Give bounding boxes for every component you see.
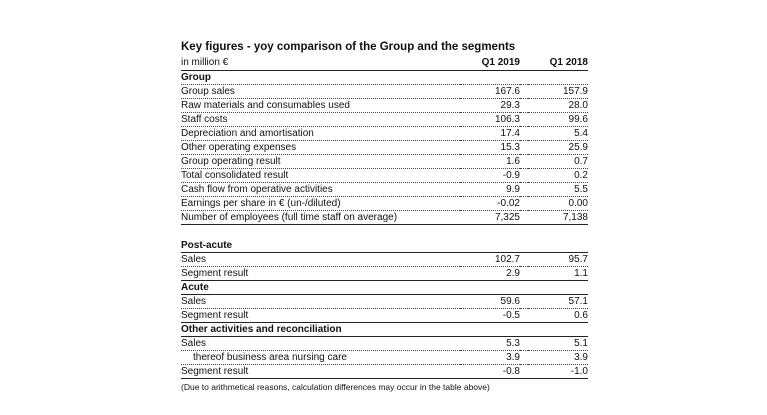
value-q1-2019: 3.9 [460,351,520,365]
row-label: Earnings per share in € (un-/diluted) [181,197,460,211]
row-label: thereof business area nursing care [181,351,460,365]
section-label: Group [181,71,460,85]
value-q1-2018: -1.0 [528,365,588,379]
value-q1-2018: 3.9 [528,351,588,365]
row-label: Sales [181,295,460,309]
row-label: Segment result [181,309,460,323]
table-row [181,309,588,323]
value-q1-2019: 9.9 [460,183,520,197]
value-q1-2018: 157.9 [528,85,588,99]
row-label: Raw materials and consumables used [181,99,460,113]
row-label: Number of employees (full time staff on average) [181,211,460,225]
table-row [181,197,588,211]
value-q1-2019: 106.3 [460,113,520,127]
value-q1-2019: 7,325 [460,211,520,225]
table-row [181,113,588,127]
value-q1-2018: 1.1 [528,267,588,281]
table-row [181,141,588,155]
value-q1-2019: 59.6 [460,295,520,309]
row-label: Segment result [181,365,460,379]
row-label: Segment result [181,267,460,281]
table-row [181,267,588,281]
value-q1-2019: 1.6 [460,155,520,169]
section-header-post-acute [181,239,588,253]
value-q1-2018: 28.0 [528,99,588,113]
value-q1-2018: 0.00 [528,197,588,211]
table-title: Key figures - yoy comparison of the Group and the segments [181,41,516,53]
value-q1-2018: 5.1 [528,337,588,351]
value-q1-2018: 7,138 [528,211,588,225]
value-q1-2018: 5.5 [528,183,588,197]
value-q1-2018: 0.6 [528,309,588,323]
section-label: Acute [181,281,460,295]
value-q1-2019: -0.02 [460,197,520,211]
value-q1-2019: 167.6 [460,85,520,99]
table-row [181,169,588,183]
table-row [181,183,588,197]
table-row [181,127,588,141]
value-q1-2019: -0.8 [460,365,520,379]
section-header-group [181,71,588,85]
key-figures-table [181,56,588,379]
row-label: Other operating expenses [181,141,460,155]
row-label: Sales [181,253,460,267]
table-row [181,295,588,309]
row-label: Depreciation and amortisation [181,127,460,141]
table-row [181,85,588,99]
row-label: Staff costs [181,113,460,127]
section-label: Other activities and reconciliation [181,323,460,337]
value-q1-2019: 2.9 [460,267,520,281]
row-label: Group sales [181,85,460,99]
spacer-row [181,225,588,240]
column-header-q1-2019: Q1 2019 [460,56,520,71]
row-label: Total consolidated result [181,169,460,183]
value-q1-2018: 0.7 [528,155,588,169]
row-label: Sales [181,337,460,351]
row-label: Group operating result [181,155,460,169]
section-header-other-activities [181,323,588,337]
table-row [181,99,588,113]
column-header-q1-2018: Q1 2018 [528,56,588,71]
value-q1-2019: -0.9 [460,169,520,183]
table-row [181,351,588,365]
row-label: Cash flow from operative activities [181,183,460,197]
value-q1-2019: 17.4 [460,127,520,141]
value-q1-2018: 0.2 [528,169,588,183]
key-figures-document [181,38,588,392]
value-q1-2019: -0.5 [460,309,520,323]
value-q1-2018: 95.7 [528,253,588,267]
value-q1-2018: 57.1 [528,295,588,309]
unit-label: in million € [181,56,460,71]
value-q1-2018: 25.9 [528,141,588,155]
value-q1-2019: 29.3 [460,99,520,113]
table-row [181,211,588,225]
section-header-acute [181,281,588,295]
footnote: (Due to arithmetical reasons, calculation differences may occur in the table above) [181,382,490,392]
header-row [181,56,588,71]
value-q1-2019: 102.7 [460,253,520,267]
table-row [181,253,588,267]
table-row [181,365,588,379]
section-label: Post-acute [181,239,460,253]
value-q1-2019: 5.3 [460,337,520,351]
value-q1-2019: 15.3 [460,141,520,155]
table-row [181,155,588,169]
value-q1-2018: 99.6 [528,113,588,127]
table-row [181,337,588,351]
value-q1-2018: 5.4 [528,127,588,141]
